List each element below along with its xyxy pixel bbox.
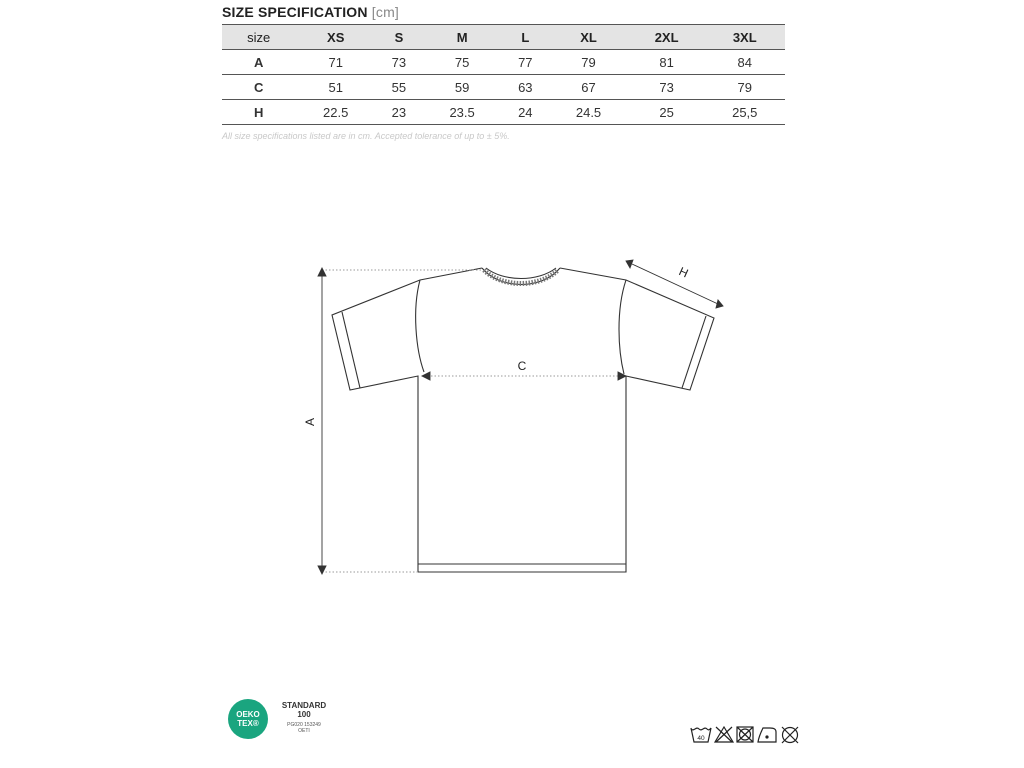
wash-40-icon [691, 728, 711, 742]
table-cell: 23.5 [449, 104, 475, 120]
header-cell: L [521, 29, 530, 45]
title-text: SIZE SPECIFICATION [222, 4, 368, 20]
header-cell: 2XL [654, 29, 679, 45]
header-cell: S [394, 29, 404, 45]
tshirt-outline-icon [332, 268, 714, 572]
dimension-c [422, 372, 626, 380]
table-cell: 79 [737, 79, 752, 95]
standard-line1: STANDARD [281, 701, 327, 710]
tolerance-note: All size specifications listed are in cm. Accepted tolerance of up to ± 5%. [222, 131, 510, 141]
table-cell: 71 [328, 54, 343, 70]
header-cell: XL [580, 29, 597, 45]
header-cell: 3XL [732, 29, 757, 45]
table-cell: 55 [391, 79, 407, 95]
table-cell: 23 [391, 104, 407, 120]
collar-rib [484, 270, 558, 284]
cert-institute: OETI [298, 728, 310, 734]
label-h: H [676, 264, 691, 281]
table-row [222, 100, 785, 125]
label-c: C [517, 359, 527, 373]
table-cell: 84 [737, 54, 752, 70]
header-cell: M [456, 29, 468, 45]
page-title [222, 4, 399, 20]
header-cell: XS [327, 29, 345, 45]
table-cell: 73 [391, 54, 407, 70]
standard-line2: 100 [297, 710, 311, 719]
header-cell: size [247, 29, 271, 45]
table-cell: 63 [518, 79, 533, 95]
table-cell: 81 [659, 54, 674, 70]
no-tumble-dry-icon [737, 727, 753, 742]
row-label: H [254, 104, 264, 120]
table-cell: 75 [454, 54, 470, 70]
table-cell: 25,5 [732, 104, 758, 120]
oeko-logo-line2: TEX® [237, 719, 259, 728]
svg-text:40: 40 [697, 735, 705, 742]
cert-code: PG020 153249 [287, 722, 321, 728]
row-label: A [254, 54, 264, 70]
table-cell: 51 [328, 79, 343, 95]
table-cell: 73 [659, 79, 674, 95]
table-cell: 25 [659, 104, 674, 120]
table-row [222, 75, 785, 100]
table-cell: 22.5 [323, 104, 349, 120]
oeko-logo-line1: OEKO [236, 710, 260, 719]
table-cell: 59 [454, 79, 470, 95]
oeko-tex-logo [228, 699, 268, 739]
table-cell: 67 [581, 79, 596, 95]
table-header-row [222, 25, 785, 50]
no-dry-clean-icon [782, 727, 798, 743]
table-cell: 24.5 [575, 104, 602, 120]
care-symbols [690, 724, 812, 746]
label-a: A [303, 417, 317, 427]
table-row [222, 50, 785, 75]
title-unit: [cm] [371, 4, 400, 20]
oeko-tex-standard [276, 701, 332, 734]
table-cell: 24 [518, 104, 533, 120]
tshirt-diagram [290, 250, 730, 580]
iron-low-icon [758, 728, 776, 742]
row-label: C [254, 79, 264, 95]
no-bleach-icon [715, 727, 733, 742]
table-cell: 77 [518, 54, 533, 70]
table-cell: 79 [581, 54, 596, 70]
size-spec-table [222, 24, 785, 125]
